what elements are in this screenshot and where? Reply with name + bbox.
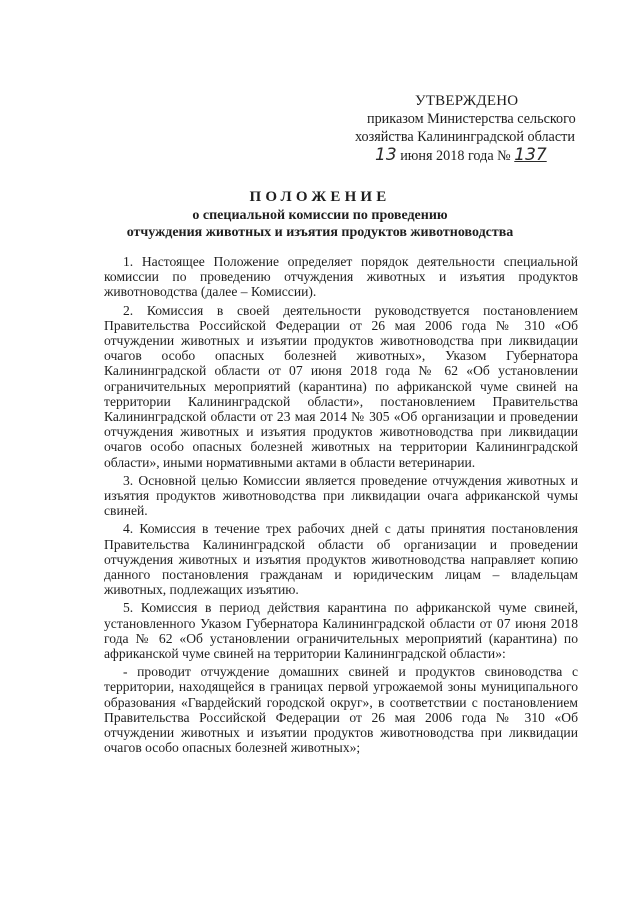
document-body	[104, 254, 578, 759]
paragraph-4: 4. Комиссия в течение трех рабочих дней с даты принятия постановления Правительства Калининградской области об организации и проведении отчуждения животных и изъятия продуктов животноводства направляет копию данного постановления гражданам и юридическим лицам – владельцам животных, подлежащих изъятию.	[104, 521, 578, 598]
approval-stamp-block	[355, 92, 595, 165]
paragraph-5-bullet-1: - проводит отчуждение домашних свиней и продуктов свиноводства с территории, находящейся в границах первой угрожаемой зоны муниципального образования «Гвардейский городской округ», в соответствии с постановлением Правительства Российской Федерации от 26 мая 2006 года № 310 «Об отчуждении животных и изъятии продуктов животноводства при ликвидации очагов особо опасных болезней животных»;	[104, 664, 578, 756]
approval-heading: УТВЕРЖДЕНО	[415, 93, 519, 109]
document-title: ПОЛОЖЕНИЕ	[249, 189, 391, 205]
handwritten-day: 13	[375, 145, 397, 165]
approval-date-line	[355, 146, 595, 165]
handwritten-order-number: 137	[514, 145, 547, 165]
paragraph-1: 1. Настоящее Положение определяет порядок деятельности специальной комиссии по проведению отчуждения животных и изъятия продуктов животноводства (далее – Комиссии).	[104, 254, 578, 300]
approval-date-text: июня 2018 года №	[400, 148, 511, 164]
approval-order-line: приказом Министерства сельского	[367, 111, 576, 127]
document-title-block	[0, 187, 640, 241]
document-subtitle-line-1: о специальной комиссии по проведению	[192, 208, 448, 223]
paragraph-5: 5. Комиссия в период действия карантина по африканской чуме свиней, установленного Указом Губернатора Калининградской области от 07 июня 2018 года № 62 «Об установлении ограничительных мероприятий (карантина) по африканской чуме свиней на территории Калининградской области»:	[104, 600, 578, 662]
paragraph-3: 3. Основной целью Комиссии является проведение отчуждения животных и изъятия продуктов животноводства при ликвидации очага африканской чумы свиней.	[104, 472, 578, 519]
approval-ministry-line: хозяйства Калининградской области	[355, 129, 575, 145]
document-subtitle-line-2: отчуждения животных и изъятия продуктов животноводства	[126, 225, 514, 240]
paragraph-2: 2. Комиссия в своей деятельности руководствуется постановлением Правительства Российской Федерации от 26 мая 2006 года № 310 «Об отчуждении животных и изъятии продуктов животноводства при ликвидации очагов особо опасных болезней животных», Указом Губернатора Калининградской области от 07 июня 2018 года № 62 «Об установлении ограничительных мероприятий (карантина) по африканской чуме свиней на территории Калининградской области», постановлением Правительства Калининградской области от 23 мая 2014 № 305 «Об организации и проведении отчуждения животных и изъятия продуктов животноводства при ликвидации очагов особо опасных болезней животных на территории Калининградской области», иными нормативными актами в области ветеринарии.	[104, 302, 578, 470]
